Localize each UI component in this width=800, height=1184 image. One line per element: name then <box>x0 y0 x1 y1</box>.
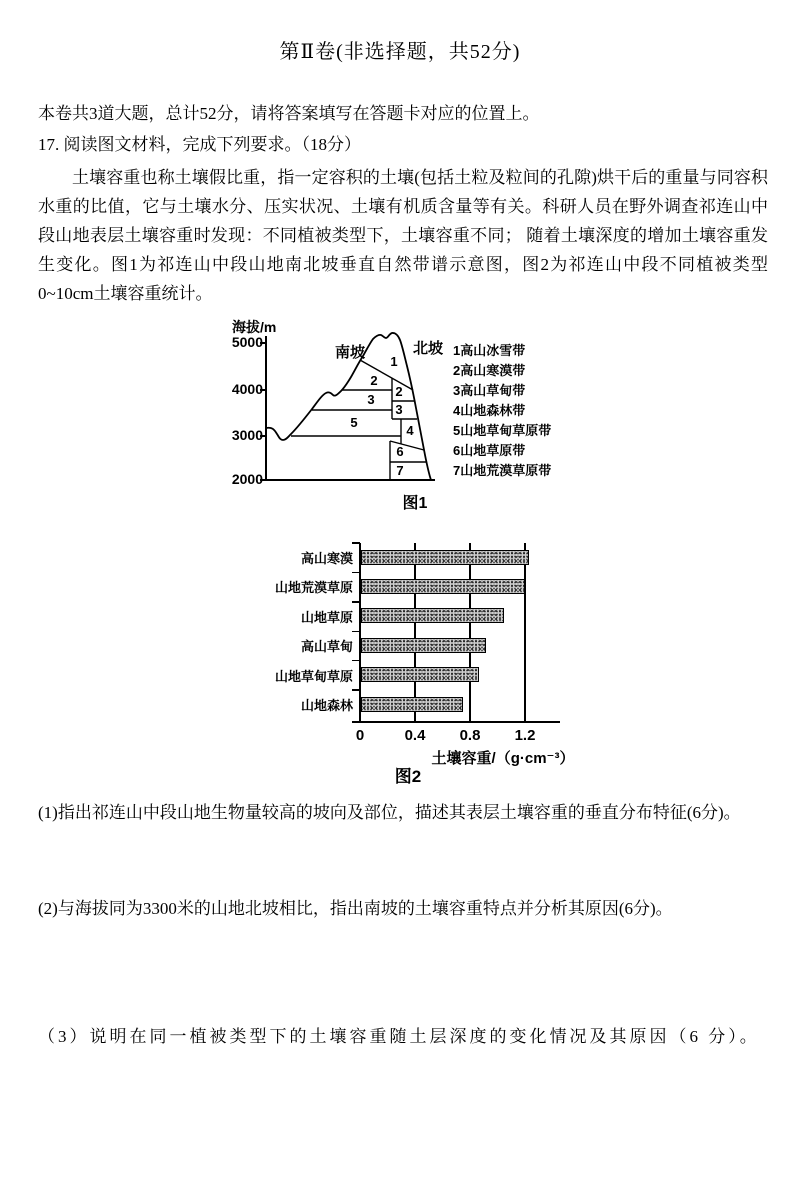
fig2-bar-label: 山地草甸草原 <box>274 668 353 684</box>
fig1-legend-item: 7山地荒漠草原带 <box>453 463 552 478</box>
fig2-bar-label: 山地荒漠草原 <box>274 580 353 596</box>
figure-2-bar-chart <box>274 533 633 798</box>
fig2-bar <box>361 667 479 682</box>
fig2-bar <box>361 638 486 653</box>
fig2-x-tick-label: 0.8 <box>459 727 481 744</box>
page-title: 第Ⅱ卷(非选择题，共52分) <box>279 41 521 63</box>
north-slope-label: 北坡 <box>412 340 444 357</box>
fig2-caption: 图2 <box>394 767 422 786</box>
fig2-x-axis-label: 土壤容重/（g·cm⁻³） <box>431 750 575 767</box>
zone-label-2s: 2 <box>370 373 378 388</box>
fig2-gridline <box>414 543 416 721</box>
zone-label-3n: 3 <box>395 402 403 417</box>
fig1-ytick-3000: 3000 <box>232 427 263 443</box>
fig2-x-tick-label: 0.4 <box>404 727 426 744</box>
fig2-bar-label: 高山寒漠 <box>300 551 353 566</box>
fig1-legend-item: 5山地草甸草原带 <box>453 423 552 438</box>
fig1-svg <box>232 316 464 516</box>
fig1-legend-item: 1高山冰雪带 <box>453 343 526 358</box>
fig1-ytick-2000: 2000 <box>232 471 263 487</box>
zone-label-6: 6 <box>396 444 404 459</box>
fig2-bar-label: 高山草甸 <box>300 639 353 655</box>
fig2-bar <box>361 550 529 565</box>
zone-label-2n: 2 <box>395 384 403 399</box>
zone-label-1: 1 <box>390 354 398 369</box>
fig1-legend-item: 3高山草甸带 <box>453 383 526 398</box>
fig2-axis-tick <box>352 631 360 633</box>
fig1-legend-item: 4山地森林带 <box>453 403 526 418</box>
fig2-x-tick-label: 1.2 <box>514 727 536 744</box>
fig1-ytick-4000: 4000 <box>232 381 263 397</box>
fig1-legend-item: 2高山寒漠带 <box>453 363 526 378</box>
fig2-bar <box>361 608 504 623</box>
fig2-bar <box>361 697 463 712</box>
fig1-ylabel: 海拔/m <box>232 319 277 335</box>
fig2-axis-tick <box>352 542 360 544</box>
fig2-x-axis <box>352 721 560 723</box>
question-1: (1)指出祁连山中段山地生物量较高的坡向及部位，描述其表层土壤容重的垂直分布特征(6分)。 <box>38 803 741 822</box>
fig1-caption: 图1 <box>402 495 428 512</box>
fig2-gridline <box>469 543 471 721</box>
material-paragraph: 土壤容重也称土壤假比重，指一定容积的土壤(包括土粒及粒间的孔隙)烘干后的重量与同容积水重的比值，它与土壤水分、压实状况、土壤有机质含量等有关。科研人员在野外调查祁连山中段山地表层土壤容重时发现：不同植被类型下，土壤容重不同； 随着土壤深度的增加土壤容重发生变化。图1为祁连山中段山地南北坡垂直自然带谱示意图，图2为祁连山中段不同植被类型0~10cm土壤容重统计。 <box>38 168 768 303</box>
zone-label-4: 4 <box>406 423 414 438</box>
fig2-axis-tick <box>352 660 360 662</box>
question-3: （3）说明在同一植被类型下的土壤容重随土层深度的变化情况及其原因（6 分）。 <box>38 1027 760 1046</box>
question-2: (2)与海拔同为3300米的山地北坡相比，指出南坡的土壤容重特点并分析其原因(6分)。 <box>38 899 673 918</box>
fig2-gridline <box>524 543 526 721</box>
zone-label-5: 5 <box>350 415 358 430</box>
fig2-bar-label: 山地草原 <box>300 609 353 625</box>
fig1-legend <box>453 341 573 481</box>
fig2-bar-label: 山地森林 <box>300 698 353 713</box>
zone-label-3s: 3 <box>367 392 375 407</box>
question-17-header: 17. 阅读图文材料，完成下列要求。（18分） <box>38 135 361 154</box>
fig2-bar <box>361 579 525 594</box>
zone-label-7: 7 <box>396 463 404 478</box>
fig1-ytick-5000: 5000 <box>232 334 263 350</box>
section-intro: 本卷共3道大题，总计52分，请将答案填写在答题卡对应的位置上。 <box>38 104 540 123</box>
figure-1-mountain-diagram <box>232 316 577 521</box>
zone-boundaries <box>291 360 426 480</box>
south-slope-label: 南坡 <box>334 344 366 361</box>
fig1-legend-item: 6山地草原带 <box>453 443 526 458</box>
fig2-axis-tick <box>352 689 360 691</box>
fig2-axis-tick <box>352 572 360 574</box>
fig2-axis-tick <box>352 601 360 603</box>
fig2-x-tick-label: 0 <box>355 727 365 744</box>
